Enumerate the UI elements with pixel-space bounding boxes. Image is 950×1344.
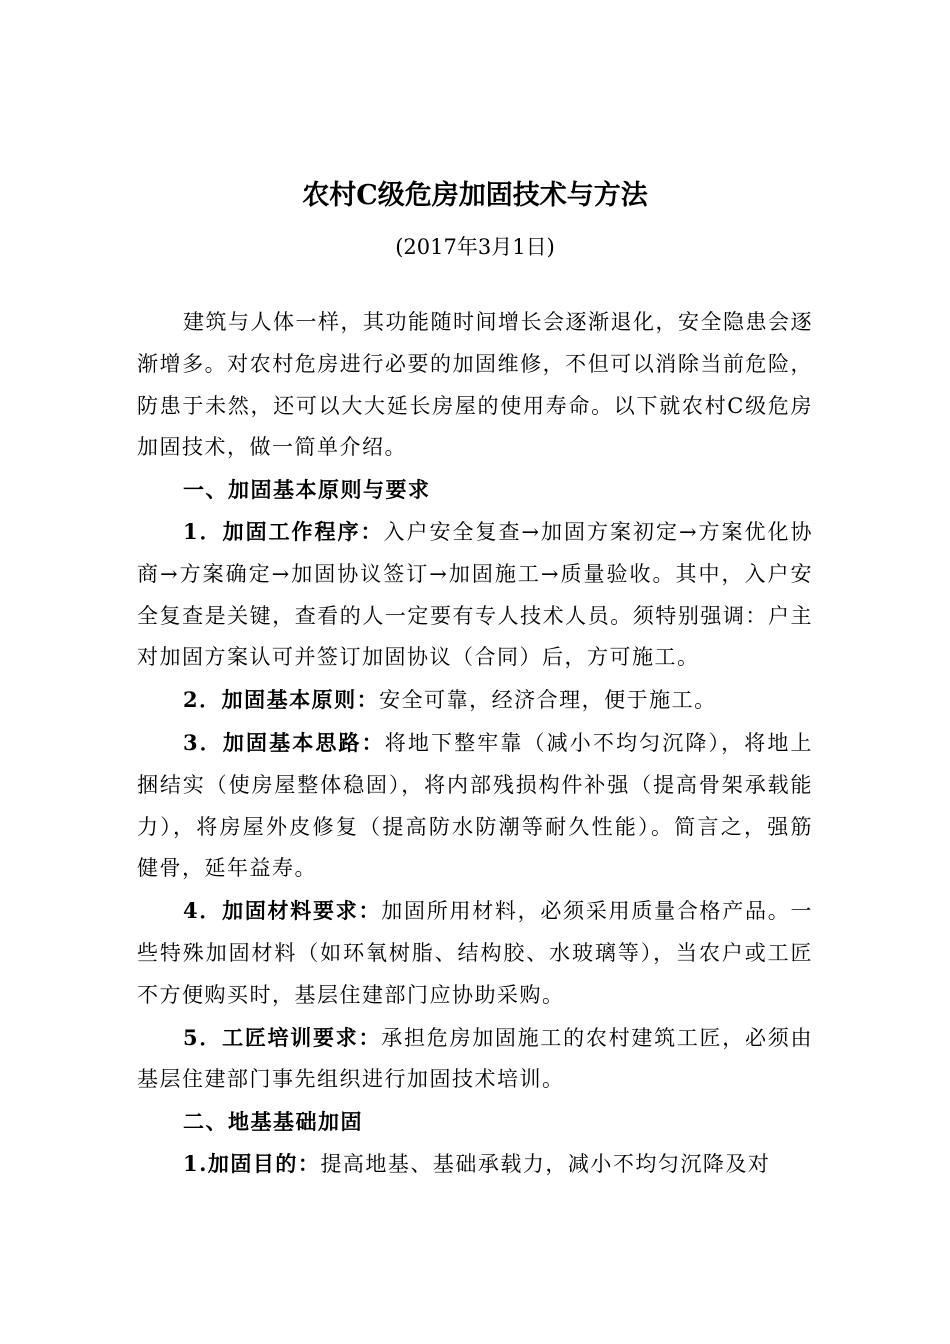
document-body: [137, 302, 813, 1186]
paragraph-text: 将地下整牢靠（减小不均匀沉降），将地上捆结实（使房屋整体稳固），将内部残损构件补强（提高骨架承载能力），将房屋外皮修复（提高防水防潮等耐久性能）。简言之，强筋健骨，延年益寿。: [137, 730, 813, 881]
paragraph-procedure: [137, 511, 813, 679]
paragraph-text: 建筑与人体一样，其功能随时间增长会逐渐退化，安全隐患会逐渐增多。对农村危房进行必要的加固维修，不但可以消除当前危险，防患于未然，还可以大大延长房屋的使用寿命。以下就农村C级危房加固技术，做一简单介绍。: [137, 310, 813, 460]
paragraph-lead: 1.加固目的：: [183, 1150, 321, 1176]
paragraph-purpose: [137, 1143, 813, 1186]
paragraph-intro: [137, 302, 813, 469]
paragraph-lead: 5．工匠培训要求：: [183, 1024, 382, 1050]
paragraph-text: 提高地基、基础承载力，减小不均匀沉降及对: [320, 1151, 771, 1176]
paragraph-approach: [137, 722, 813, 890]
paragraph-lead: 4．加固材料要求：: [183, 898, 382, 924]
paragraph-lead: 2．加固基本原则：: [183, 687, 380, 713]
paragraph-lead: 3．加固基本思路：: [183, 729, 385, 755]
paragraph-text: 安全可靠，经济合理，便于施工。: [379, 688, 717, 713]
section-heading-1: 一、加固基本原则与要求: [183, 477, 431, 503]
paragraph-text: 承担危房加固施工的农村建筑工匠，必须由基层住建部门事先组织进行加固技术培训。: [137, 1025, 813, 1092]
document-date: (2017年3月1日): [395, 235, 555, 259]
section-heading-2: 二、地基基础加固: [183, 1109, 363, 1135]
paragraph-principle: [137, 679, 813, 722]
paragraph-lead: 1．加固工作程序：: [183, 518, 384, 544]
paragraph-training: [137, 1017, 813, 1102]
paragraph-materials: [137, 890, 813, 1016]
document-title: 农村C级危房加固技术与方法: [302, 180, 648, 211]
paragraph-text: 入户安全复查→加固方案初定→方案优化协商→方案确定→加固协议签订→加固施工→质量验收。其中，入户安全复查是关键，查看的人一定要有专人技术人员。须特别强调：户主对加固方案认可并签订加固协议（合同）后，方可施工。: [137, 519, 813, 670]
paragraph-text: 加固所用材料，必须采用质量合格产品。一些特殊加固材料（如环氧树脂、结构胶、水玻璃等），当农户或工匠不方便购买时，基层住建部门应协助采购。: [137, 899, 813, 1007]
